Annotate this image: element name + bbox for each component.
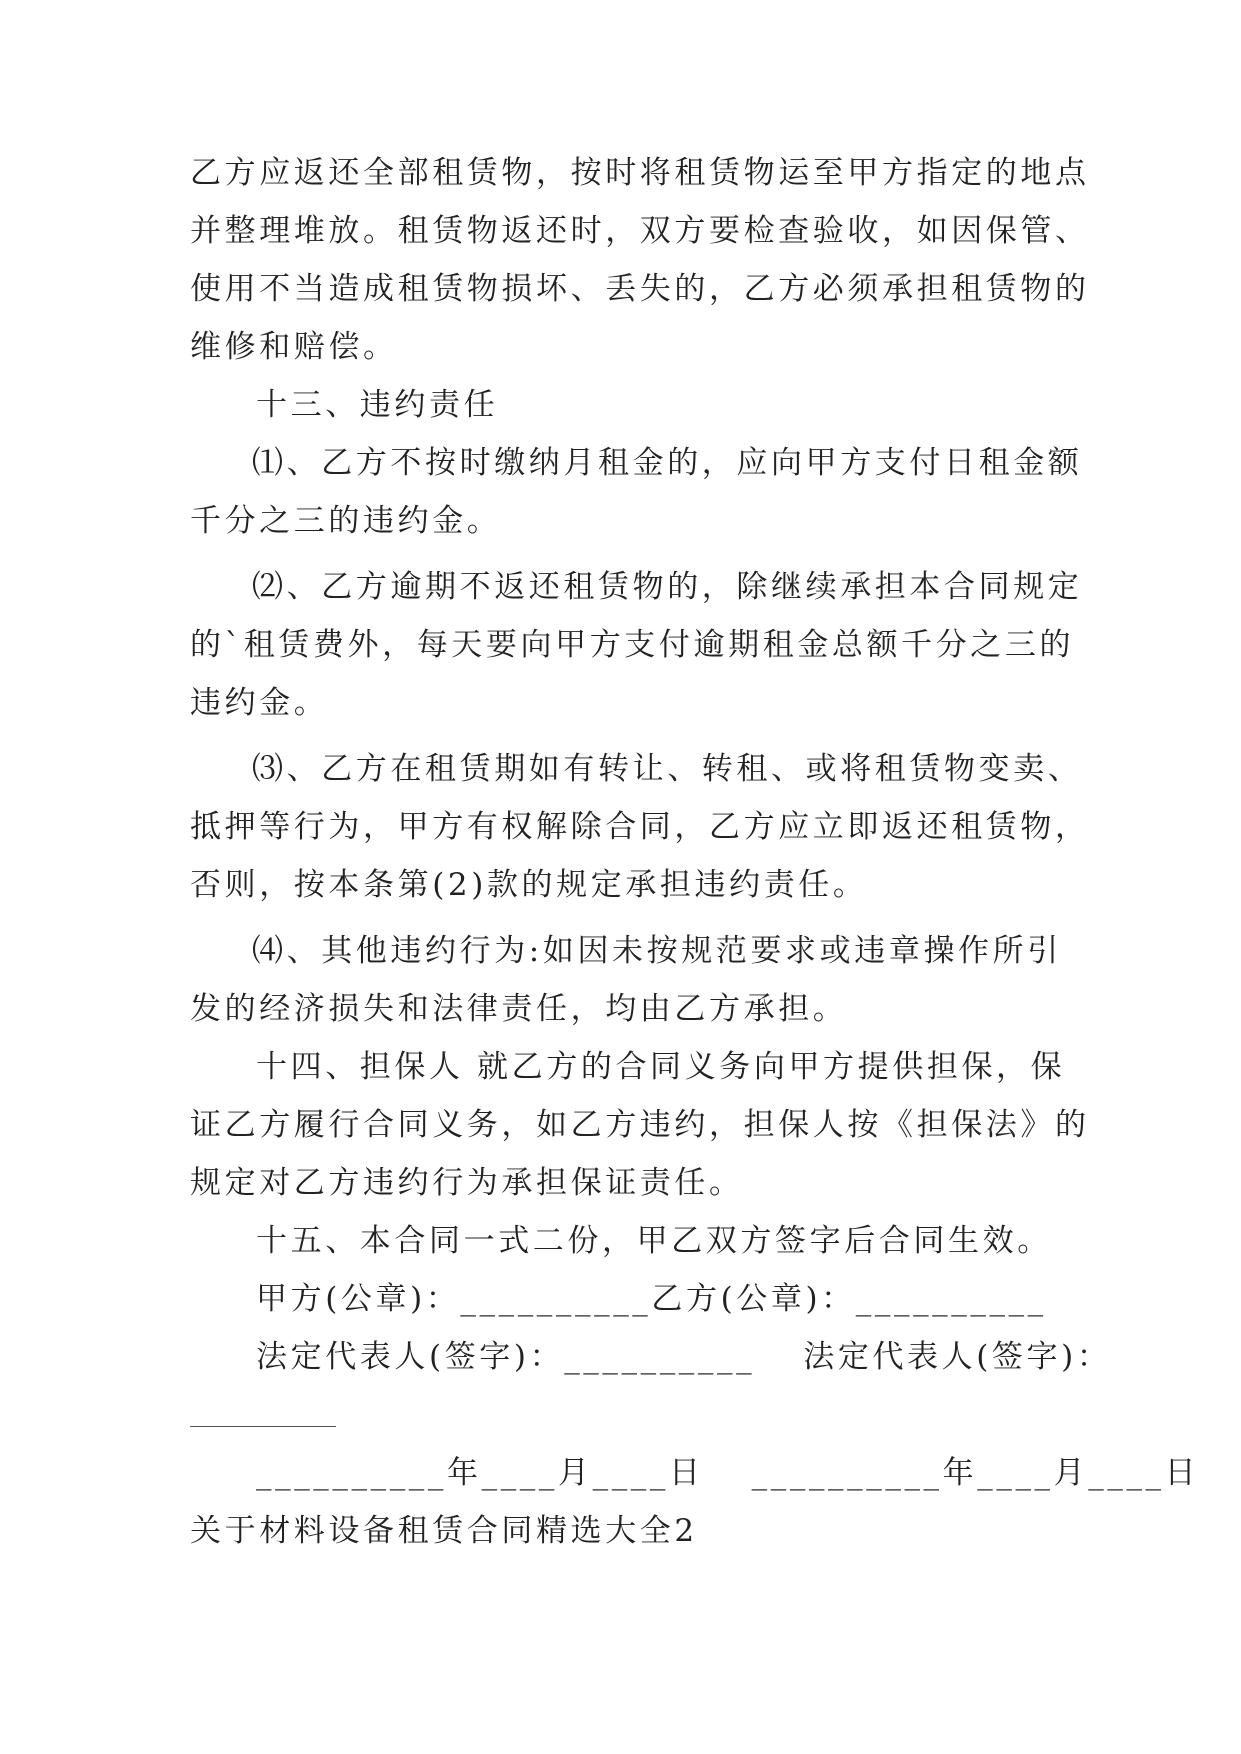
section-15-line: 十五、本合同一式二份，甲乙双方签字后合同生效。 — [256, 1223, 1052, 1259]
clause-2-line: 的`租赁费外，每天要向甲方支付逾期租金总额千分之三的 — [190, 627, 1075, 663]
clause-1-line: ⑴、乙方不按时缴纳月租金的，应向甲方支付日租金额 — [252, 445, 1083, 481]
clause-3-line: ⑶、乙方在租赁期如有转让、转租、或将租赁物变卖、 — [252, 751, 1083, 787]
clause-1-line: 千分之三的违约金。 — [190, 503, 502, 539]
section-heading-13: 十三、违约责任 — [256, 387, 499, 423]
date-line: __________年____月____日 __________年____月____日 — [256, 1455, 1200, 1491]
clause-4-line: 发的经济损失和法律责任，均由乙方承担。 — [190, 991, 848, 1027]
paragraph-line: 使用不当造成租赁物损坏、丢失的，乙方必须承担租赁物的 — [190, 271, 1090, 307]
signature-blank — [190, 1386, 1070, 1444]
section-14-line: 证乙方履行合同义务，如乙方违约，担保人按《担保法》的 — [190, 1107, 1090, 1143]
document-page — [190, 144, 1200, 1560]
signature-underline — [190, 1426, 336, 1427]
clause-3-line: 抵押等行为，甲方有权解除合同，乙方应立即返还租赁物， — [190, 809, 1090, 845]
paragraph-line: 并整理堆放。租赁物返还时，双方要检查验收，如因保管、 — [190, 213, 1090, 249]
clause-2-line: 违约金。 — [190, 685, 329, 721]
next-document-title: 关于材料设备租赁合同精选大全2 — [190, 1513, 698, 1549]
party-seal-line: 甲方(公章)：__________乙方(公章)：__________ — [256, 1281, 1047, 1317]
clause-4-line: ⑷、其他违约行为:如因未按规范要求或违章操作所引 — [252, 933, 1062, 969]
paragraph-line: 维修和赔偿。 — [190, 329, 398, 365]
section-14-line: 规定对乙方违约行为承担保证责任。 — [190, 1165, 744, 1201]
clause-3-line: 否则，按本条第(2)款的规定承担违约责任。 — [190, 867, 868, 903]
section-14-line: 十四、担保人 就乙方的合同义务向甲方提供担保，保 — [256, 1049, 1066, 1085]
clause-2-line: ⑵、乙方逾期不返还租赁物的，除继续承担本合同规定 — [252, 569, 1083, 605]
paragraph-line: 乙方应返还全部租赁物，按时将租赁物运至甲方指定的地点 — [190, 155, 1090, 191]
legal-rep-signature-line: 法定代表人(签字)：__________ 法定代表人(签字)： — [256, 1339, 1112, 1375]
